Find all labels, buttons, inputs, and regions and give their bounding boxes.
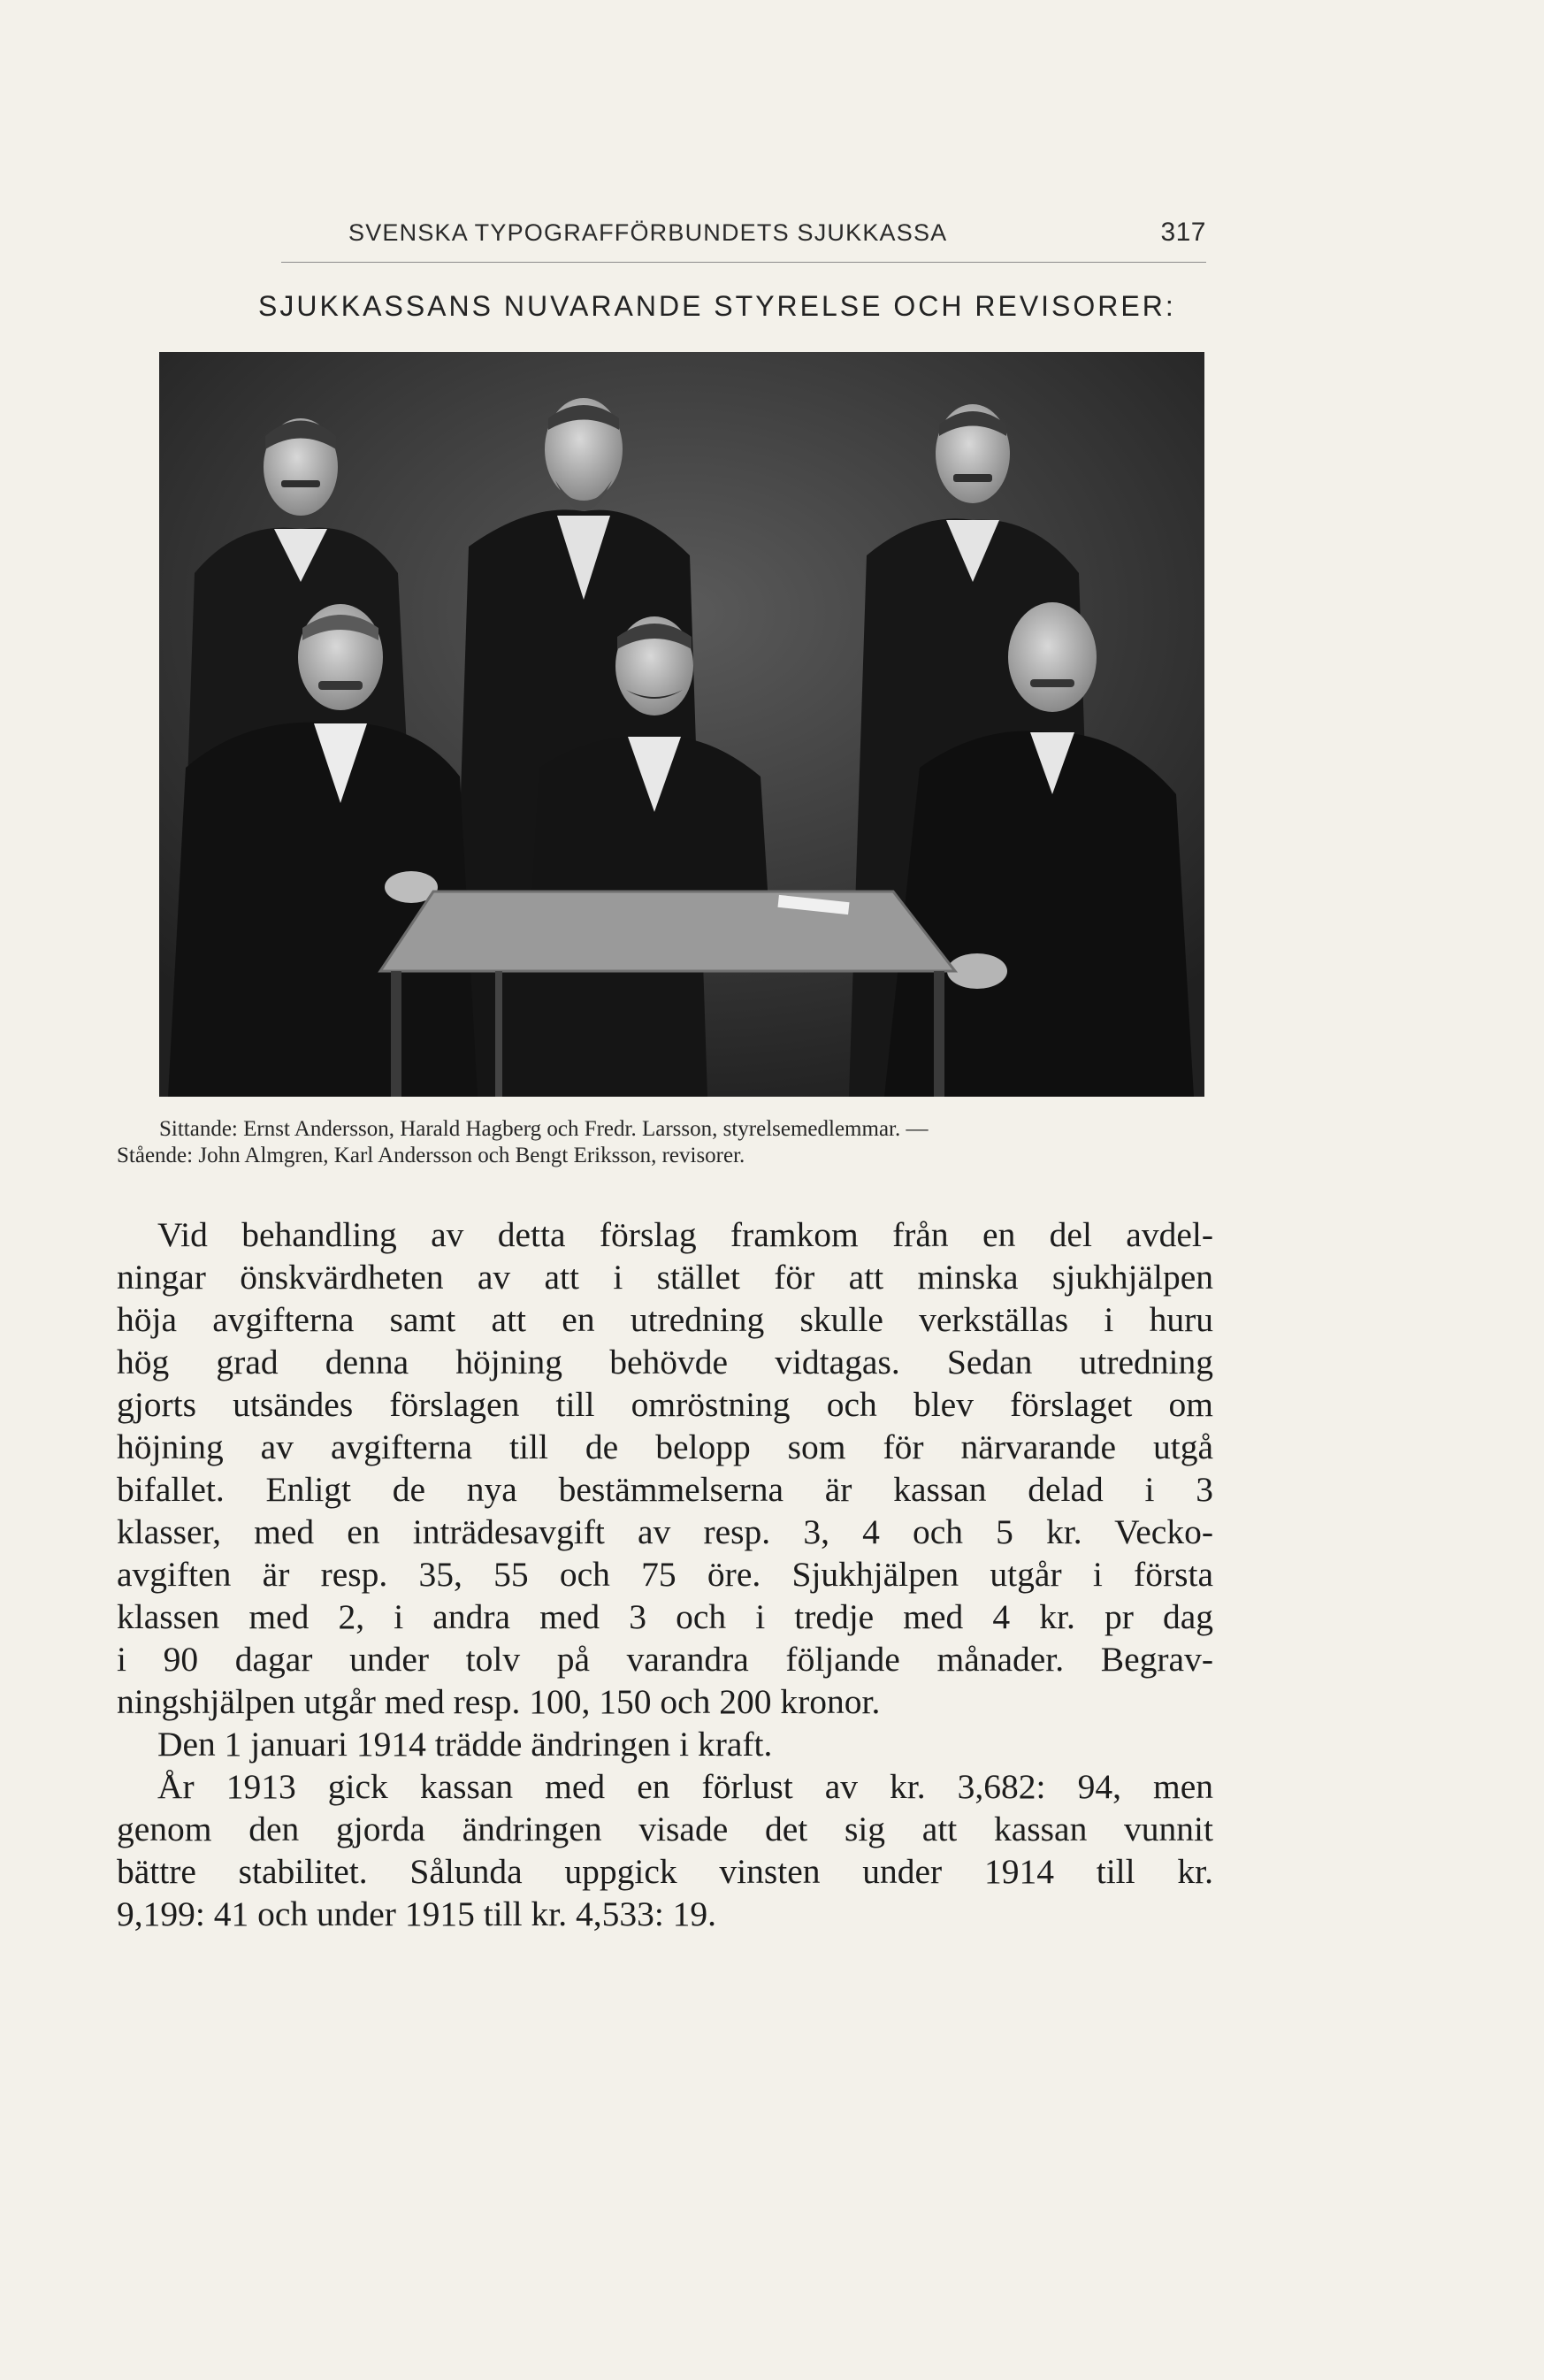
text-line: gjorts utsändes förslagen till omröstning och blev förslaget om [117, 1385, 1213, 1424]
running-title: SVENSKA TYPOGRAFFÖRBUNDETS SJUKKASSA [348, 219, 948, 246]
text-line: höjning av avgifterna till de belopp som för närvarande utgå [117, 1427, 1213, 1466]
text-line: bifallet. Enligt de nya bestämmelserna är kassan delad i 3 [117, 1470, 1213, 1509]
text-line: 9,199: 41 och under 1915 till kr. 4,533: 19. [117, 1894, 717, 1933]
header-rule [281, 262, 1206, 263]
section-title: SJUKKASSANS NUVARANDE STYRELSE OCH REVISORER: [258, 290, 1176, 322]
text-line: hög grad denna höjning behövde vidtagas. Sedan utredning [117, 1343, 1213, 1381]
photo-caption [117, 1116, 1169, 1169]
page-number: 317 [1160, 218, 1206, 247]
caption-line: Sittande: Ernst Andersson, Harald Hagberg och Fredr. Larsson, styrelsemedlemmar. — [159, 1117, 929, 1141]
text-line: ningar önskvärdheten av att i stället för att minska sjukhjälpen [117, 1258, 1213, 1297]
text-line: klassen med 2, i andra med 3 och i tredje med 4 kr. pr dag [117, 1597, 1213, 1636]
caption-line: Stående: John Almgren, Karl Andersson och Bengt Eriksson, revisorer. [117, 1144, 745, 1167]
text-line: bättre stabilitet. Sålunda uppgick vinsten under 1914 till kr. [117, 1852, 1213, 1891]
text-line: Vid behandling av detta förslag framkom från en del avdel- [157, 1215, 1213, 1254]
group-photograph [159, 352, 1204, 1097]
text-line: År 1913 gick kassan med en förlust av kr. 3,682: 94, men [157, 1767, 1213, 1806]
text-line: avgiften är resp. 35, 55 och 75 öre. Sjukhjälpen utgår i första [117, 1555, 1213, 1594]
text-line: Den 1 januari 1914 trädde ändringen i kraft. [157, 1725, 773, 1764]
text-line: genom den gjorda ändringen visade det sig att kassan vunnit [117, 1810, 1213, 1848]
text-line: i 90 dagar under tolv på varandra följande månader. Begrav- [117, 1640, 1213, 1679]
body-text [117, 1213, 1213, 1935]
photo-illustration [159, 352, 1204, 1097]
running-header [345, 219, 1206, 255]
text-line: ningshjälpen utgår med resp. 100, 150 och 200 kronor. [117, 1682, 881, 1721]
text-line: klasser, med en inträdesavgift av resp. 3, 4 och 5 kr. Vecko- [117, 1512, 1213, 1551]
text-line: höja avgifterna samt att en utredning skulle verkställas i huru [117, 1300, 1213, 1339]
